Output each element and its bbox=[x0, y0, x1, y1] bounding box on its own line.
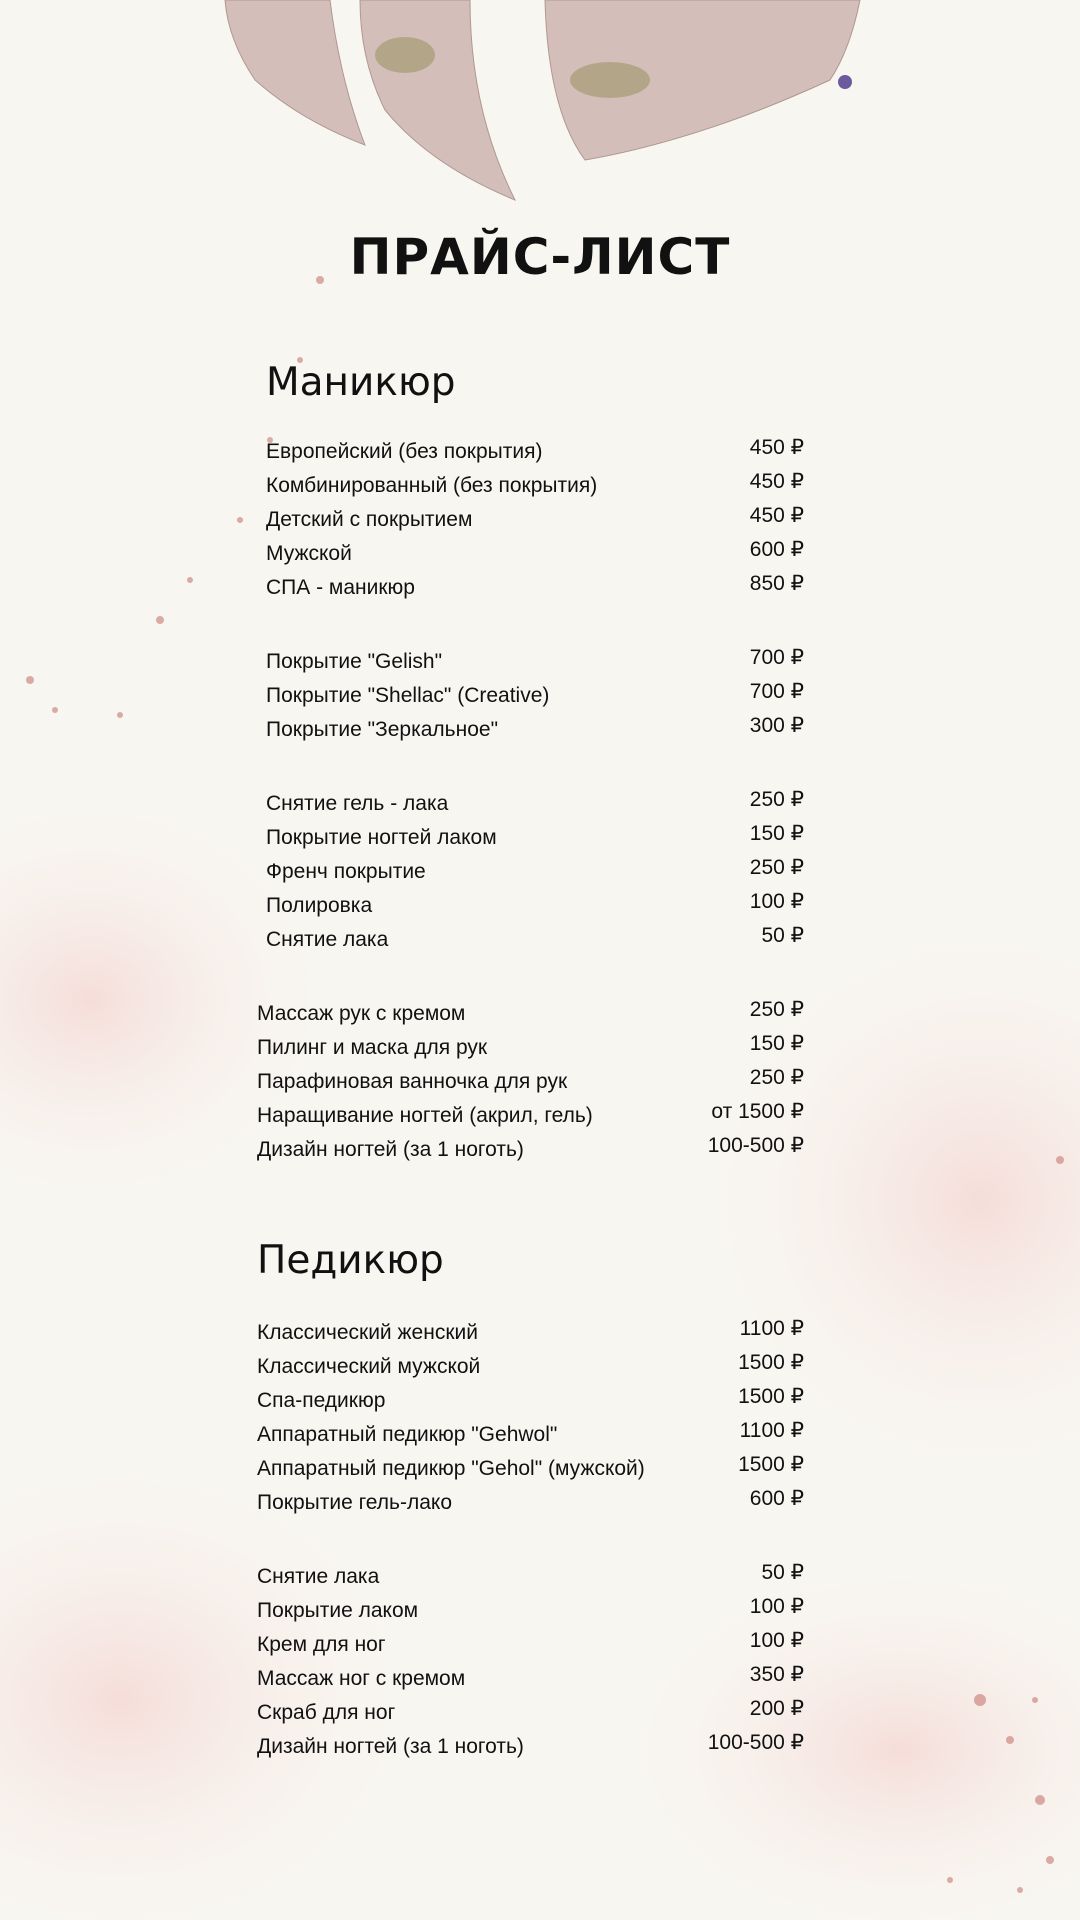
price-row bbox=[257, 1134, 804, 1172]
service-name: Наращивание ногтей (акрил, гель) bbox=[257, 1104, 593, 1127]
price-row bbox=[257, 1663, 804, 1701]
service-price: 700 ₽ bbox=[749, 680, 804, 703]
service-name: Детский с покрытием bbox=[266, 508, 473, 531]
price-row bbox=[266, 822, 804, 860]
service-price: 1500 ₽ bbox=[738, 1385, 804, 1408]
price-row bbox=[257, 1731, 804, 1769]
service-price: 50 ₽ bbox=[761, 924, 804, 947]
service-name: Покрытие "Shellac" (Creative) bbox=[266, 684, 550, 707]
service-name: Покрытие "Gelish" bbox=[266, 650, 443, 673]
service-name: Покрытие ногтей лаком bbox=[266, 826, 497, 849]
service-name: Спа-педикюр bbox=[257, 1389, 386, 1412]
service-name: Комбинированный (без покрытия) bbox=[266, 474, 598, 497]
service-price: 350 ₽ bbox=[749, 1663, 804, 1686]
price-row bbox=[266, 470, 804, 508]
service-name: Мужской bbox=[266, 542, 352, 565]
service-price: 100-500 ₽ bbox=[707, 1134, 804, 1157]
price-row bbox=[266, 538, 804, 576]
section-heading-pedicure: Педикюр bbox=[257, 1238, 444, 1283]
service-price: от 1500 ₽ bbox=[711, 1100, 804, 1123]
service-name: Скраб для ног bbox=[257, 1701, 396, 1724]
price-row bbox=[257, 1487, 804, 1525]
price-row bbox=[257, 1032, 804, 1070]
service-name: Европейский (без покрытия) bbox=[266, 440, 543, 463]
service-price: 600 ₽ bbox=[749, 1487, 804, 1510]
price-row bbox=[266, 924, 804, 962]
service-price: 300 ₽ bbox=[749, 714, 804, 737]
service-name: Дизайн ногтей (за 1 ноготь) bbox=[257, 1138, 524, 1161]
price-row bbox=[266, 714, 804, 752]
price-row bbox=[266, 856, 804, 894]
service-name: Классический мужской bbox=[257, 1355, 481, 1378]
service-name: Покрытие лаком bbox=[257, 1599, 419, 1622]
price-row bbox=[257, 1453, 804, 1491]
service-name: Снятие лака bbox=[257, 1565, 380, 1588]
service-price: 250 ₽ bbox=[749, 998, 804, 1021]
price-row bbox=[266, 504, 804, 542]
service-name: Аппаратный педикюр "Gehol" (мужской) bbox=[257, 1457, 645, 1480]
service-name: Парафиновая ванночка для рук bbox=[257, 1070, 568, 1093]
service-name: Покрытие "Зеркальное" bbox=[266, 718, 499, 741]
service-price: 250 ₽ bbox=[749, 788, 804, 811]
service-name: Полировка bbox=[266, 894, 373, 917]
price-row bbox=[257, 1385, 804, 1423]
service-price: 450 ₽ bbox=[749, 436, 804, 459]
service-name: Массаж ног с кремом bbox=[257, 1667, 466, 1690]
price-row bbox=[257, 1317, 804, 1355]
service-price: 100 ₽ bbox=[749, 1595, 804, 1618]
service-name: Дизайн ногтей (за 1 ноготь) bbox=[257, 1735, 524, 1758]
price-row bbox=[257, 1595, 804, 1633]
service-price: 100 ₽ bbox=[749, 890, 804, 913]
service-price: 600 ₽ bbox=[749, 538, 804, 561]
price-row bbox=[266, 680, 804, 718]
service-price: 450 ₽ bbox=[749, 470, 804, 493]
service-name: Снятие лака bbox=[266, 928, 389, 951]
service-name: Аппаратный педикюр "Gehwol" bbox=[257, 1423, 558, 1446]
price-row bbox=[266, 646, 804, 684]
price-row bbox=[266, 572, 804, 610]
service-price: 50 ₽ bbox=[761, 1561, 804, 1584]
service-price: 850 ₽ bbox=[749, 572, 804, 595]
price-row bbox=[257, 998, 804, 1036]
service-price: 150 ₽ bbox=[749, 1032, 804, 1055]
service-name: СПА - маникюр bbox=[266, 576, 415, 599]
service-price: 1500 ₽ bbox=[738, 1351, 804, 1374]
service-price: 100-500 ₽ bbox=[707, 1731, 804, 1754]
service-name: Покрытие гель-лако bbox=[257, 1491, 452, 1514]
price-row bbox=[257, 1629, 804, 1667]
service-price: 200 ₽ bbox=[749, 1697, 804, 1720]
section-heading-manicure: Маникюр bbox=[266, 360, 456, 405]
service-price: 1100 ₽ bbox=[739, 1419, 804, 1442]
service-name: Крем для ног bbox=[257, 1633, 386, 1656]
service-price: 250 ₽ bbox=[749, 1066, 804, 1089]
service-price: 450 ₽ bbox=[749, 504, 804, 527]
page-title: ПРАЙС-ЛИСТ bbox=[349, 228, 731, 286]
price-row bbox=[266, 890, 804, 928]
service-name: Массаж рук с кремом bbox=[257, 1002, 466, 1025]
service-name: Снятие гель - лака bbox=[266, 792, 449, 815]
price-row bbox=[257, 1419, 804, 1457]
price-row bbox=[266, 788, 804, 826]
service-price: 1500 ₽ bbox=[738, 1453, 804, 1476]
price-row bbox=[257, 1561, 804, 1599]
service-name: Классический женский bbox=[257, 1321, 478, 1344]
service-name: Френч покрытие bbox=[266, 860, 426, 883]
service-price: 1100 ₽ bbox=[739, 1317, 804, 1340]
price-row bbox=[257, 1351, 804, 1389]
price-row bbox=[266, 436, 804, 474]
service-name: Пилинг и маска для рук bbox=[257, 1036, 488, 1059]
service-price: 700 ₽ bbox=[749, 646, 804, 669]
service-price: 150 ₽ bbox=[749, 822, 804, 845]
service-price: 250 ₽ bbox=[749, 856, 804, 879]
service-price: 100 ₽ bbox=[749, 1629, 804, 1652]
